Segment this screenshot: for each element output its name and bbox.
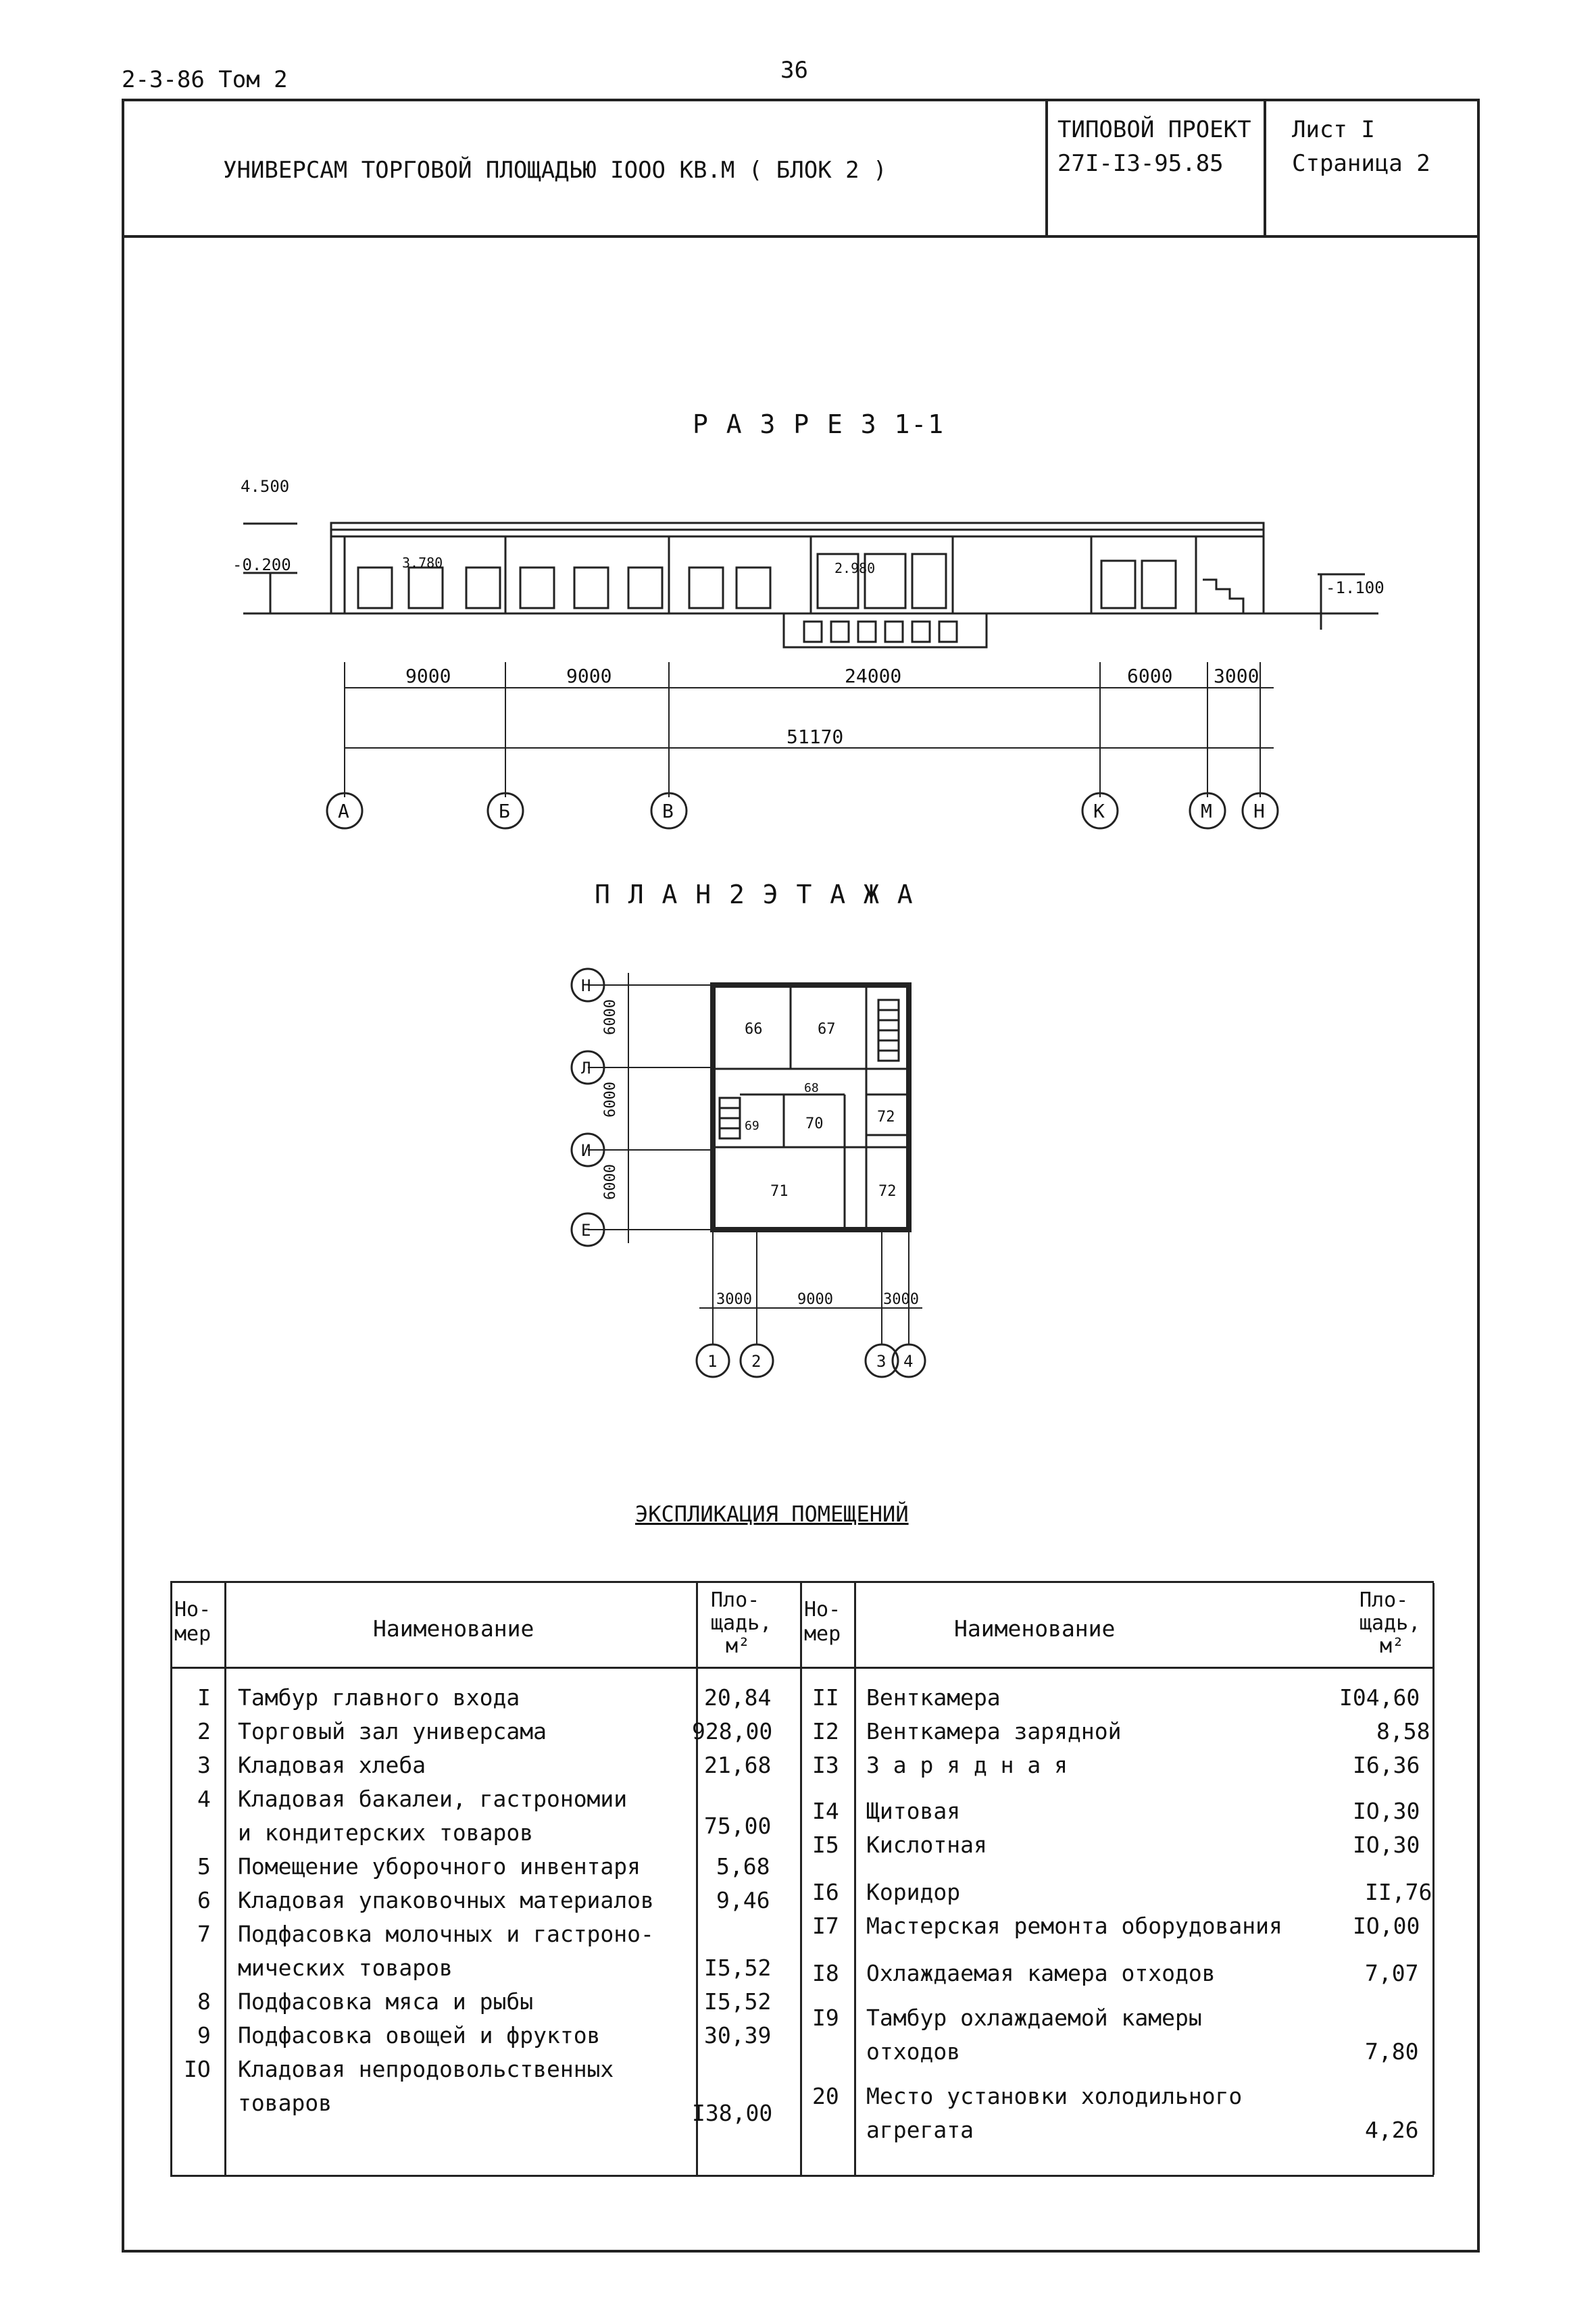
room-71: 71 — [770, 1183, 789, 1200]
row-num: I7 — [812, 1913, 839, 1939]
page-label: Страница 2 — [1292, 150, 1430, 177]
span-total: 51170 — [787, 726, 844, 748]
col-span-1: 3000 — [716, 1291, 752, 1308]
col-area-header-2: щадь, — [711, 1611, 772, 1635]
row-span-1: 6000 — [602, 999, 619, 1035]
span-5: 3000 — [1214, 665, 1260, 687]
row-span-2: 6000 — [602, 1082, 619, 1117]
row-area: 21,68 — [704, 1752, 772, 1778]
col-area-header-1: Пло- — [711, 1588, 760, 1612]
project-code: 27I-I3-95.85 — [1057, 150, 1224, 177]
row-name: товаров — [238, 2090, 332, 2116]
room-67: 67 — [818, 1021, 836, 1038]
row-area: II,76 — [1365, 1879, 1432, 1905]
row-name: Кладовая упаковочных материалов — [238, 1887, 654, 1913]
row-area: I5,52 — [704, 1988, 772, 2015]
row-N: Н — [581, 976, 591, 995]
row-name: Венткамера зарядной — [866, 1718, 1122, 1744]
row-area: I6,36 — [1353, 1752, 1420, 1778]
row-num: 2 — [197, 1718, 211, 1744]
col-name-header: Наименование — [373, 1615, 534, 1642]
row-area: 8,58 — [1376, 1718, 1430, 1744]
row-area: IO,30 — [1353, 1832, 1420, 1858]
title-cell-divider-2 — [1264, 99, 1266, 236]
col-1: 1 — [707, 1352, 718, 1371]
col-name-header-r: Наименование — [954, 1615, 1116, 1642]
explication-title: ЭКСПЛИКАЦИЯ ПОМЕЩЕНИЙ — [635, 1501, 909, 1527]
row-area: 7,07 — [1365, 1960, 1419, 1986]
axis-V: В — [662, 800, 674, 822]
col-3: 3 — [876, 1352, 887, 1371]
row-E: Е — [581, 1221, 591, 1240]
row-name: мических товаров — [238, 1955, 453, 1981]
row-span-3: 6000 — [602, 1164, 619, 1200]
row-name: Кислотная — [866, 1832, 987, 1858]
row-area: 30,39 — [704, 2022, 772, 2048]
room-72b: 72 — [878, 1183, 897, 1200]
plan-drawing — [554, 959, 973, 1392]
row-name: Кладовая хлеба — [238, 1752, 426, 1778]
row-name: З а р я д н а я — [866, 1752, 1068, 1778]
title-block-divider — [122, 235, 1477, 238]
page-number: 36 — [780, 57, 808, 84]
room-72a: 72 — [877, 1109, 895, 1126]
col-num-header-1: Но- — [174, 1598, 211, 1621]
room-70: 70 — [805, 1115, 824, 1132]
row-area: 20,84 — [704, 1684, 772, 1711]
axis-A: А — [338, 800, 349, 822]
col-span-3: 3000 — [883, 1291, 919, 1308]
row-name: Охлаждаемая камера отходов — [866, 1960, 1216, 1986]
row-area: 7,80 — [1365, 2038, 1419, 2065]
project-label: ТИПОВОЙ ПРОЕКТ — [1057, 116, 1251, 143]
col-4: 4 — [903, 1352, 914, 1371]
room-68: 68 — [804, 1081, 819, 1095]
row-num: I5 — [812, 1832, 839, 1858]
col-num-header-r1: Но- — [804, 1598, 841, 1621]
plan-title: П Л А Н 2 Э Т А Ж А — [595, 880, 914, 909]
row-name: Коридор — [866, 1879, 961, 1905]
row-num: I8 — [812, 1960, 839, 1986]
row-area: IO,30 — [1353, 1798, 1420, 1824]
row-name: Щитовая — [866, 1798, 961, 1824]
row-num: 20 — [812, 2083, 839, 2109]
row-I: И — [581, 1141, 591, 1160]
axis-N: Н — [1253, 800, 1265, 822]
row-num: 6 — [197, 1887, 211, 1913]
row-name: Помещение уборочного инвентаря — [238, 1853, 641, 1880]
elev-basement: -1.100 — [1326, 578, 1385, 597]
row-area: I04,60 — [1339, 1684, 1420, 1711]
row-name: Место установки холодильного — [866, 2083, 1243, 2109]
elev-top: 4.500 — [241, 477, 290, 496]
room-66: 66 — [745, 1021, 763, 1038]
axis-M: М — [1201, 800, 1212, 822]
section-drawing — [223, 459, 1399, 838]
col-num-header-2: мер — [174, 1622, 211, 1646]
row-name: Подфасовка овощей и фруктов — [238, 2022, 601, 2048]
col-span-2: 9000 — [797, 1291, 833, 1308]
row-num: 4 — [197, 1786, 211, 1812]
row-num: 7 — [197, 1921, 211, 1947]
series-label: 2-3-86 Том 2 — [122, 66, 288, 93]
row-num: IO — [184, 2056, 211, 2082]
row-area: 928,00 — [692, 1718, 773, 1744]
elev-ceiling-2: 2.980 — [834, 560, 876, 576]
document-title: УНИВЕРСАМ ТОРГОВОЙ ПЛОЩАДЬЮ IOOO КВ.М ( БЛОК 2 ) — [223, 157, 887, 184]
row-num: I4 — [812, 1798, 839, 1824]
axis-K: К — [1093, 800, 1105, 822]
row-area: 9,46 — [716, 1887, 770, 1913]
axis-B: Б — [499, 800, 510, 822]
row-area: 5,68 — [716, 1853, 770, 1880]
row-num: II — [812, 1684, 839, 1711]
row-name: Тамбур охлаждаемой камеры — [866, 2005, 1202, 2031]
section-title: Р А З Р Е З 1-1 — [693, 409, 945, 439]
row-num: I9 — [812, 2005, 839, 2031]
title-cell-divider-1 — [1045, 99, 1048, 236]
span-2: 9000 — [566, 665, 612, 687]
span-3: 24000 — [845, 665, 902, 687]
row-name: Тамбур главного входа — [238, 1684, 520, 1711]
row-name: Мастерская ремонта оборудования — [866, 1913, 1282, 1939]
row-name: и кондитерских товаров — [238, 1819, 534, 1846]
row-name: отходов — [866, 2038, 961, 2065]
col-area-header-r3: м² — [1380, 1634, 1405, 1658]
row-num: I3 — [812, 1752, 839, 1778]
row-area: 75,00 — [704, 1813, 772, 1839]
room-69: 69 — [745, 1119, 759, 1133]
row-num: 5 — [197, 1853, 211, 1880]
sheet-number: Лист I — [1292, 116, 1375, 143]
row-name: Кладовая бакалеи, гастрономии — [238, 1786, 628, 1812]
col-area-header-r1: Пло- — [1360, 1588, 1409, 1612]
elev-ground: -0.200 — [232, 555, 291, 574]
row-area: 4,26 — [1365, 2117, 1419, 2143]
col-2: 2 — [751, 1352, 762, 1371]
elev-ceiling-1: 3.780 — [402, 555, 443, 571]
row-name: Торговый зал универсама — [238, 1718, 547, 1744]
col-area-header-r2: щадь, — [1360, 1611, 1421, 1635]
row-num: 8 — [197, 1988, 211, 2015]
row-name: Подфасовка молочных и гастроно- — [238, 1921, 654, 1947]
row-num: 9 — [197, 2022, 211, 2048]
row-name: агрегата — [866, 2117, 974, 2143]
row-name: Кладовая непродовольственных — [238, 2056, 614, 2082]
row-area: I5,52 — [704, 1955, 772, 1981]
row-name: Венткамера — [866, 1684, 1001, 1711]
col-num-header-r2: мер — [804, 1622, 841, 1646]
explication-table — [170, 1581, 1434, 2177]
row-name: Подфасовка мяса и рыбы — [238, 1988, 534, 2015]
span-1: 9000 — [405, 665, 451, 687]
row-area: IO,00 — [1353, 1913, 1420, 1939]
row-L: Л — [581, 1059, 591, 1078]
span-4: 6000 — [1127, 665, 1173, 687]
row-num: I6 — [812, 1879, 839, 1905]
row-num: I — [197, 1684, 211, 1711]
col-area-header-3: м² — [726, 1634, 751, 1658]
row-num: 3 — [197, 1752, 211, 1778]
row-num: I2 — [812, 1718, 839, 1744]
row-area: I38,00 — [692, 2100, 773, 2126]
